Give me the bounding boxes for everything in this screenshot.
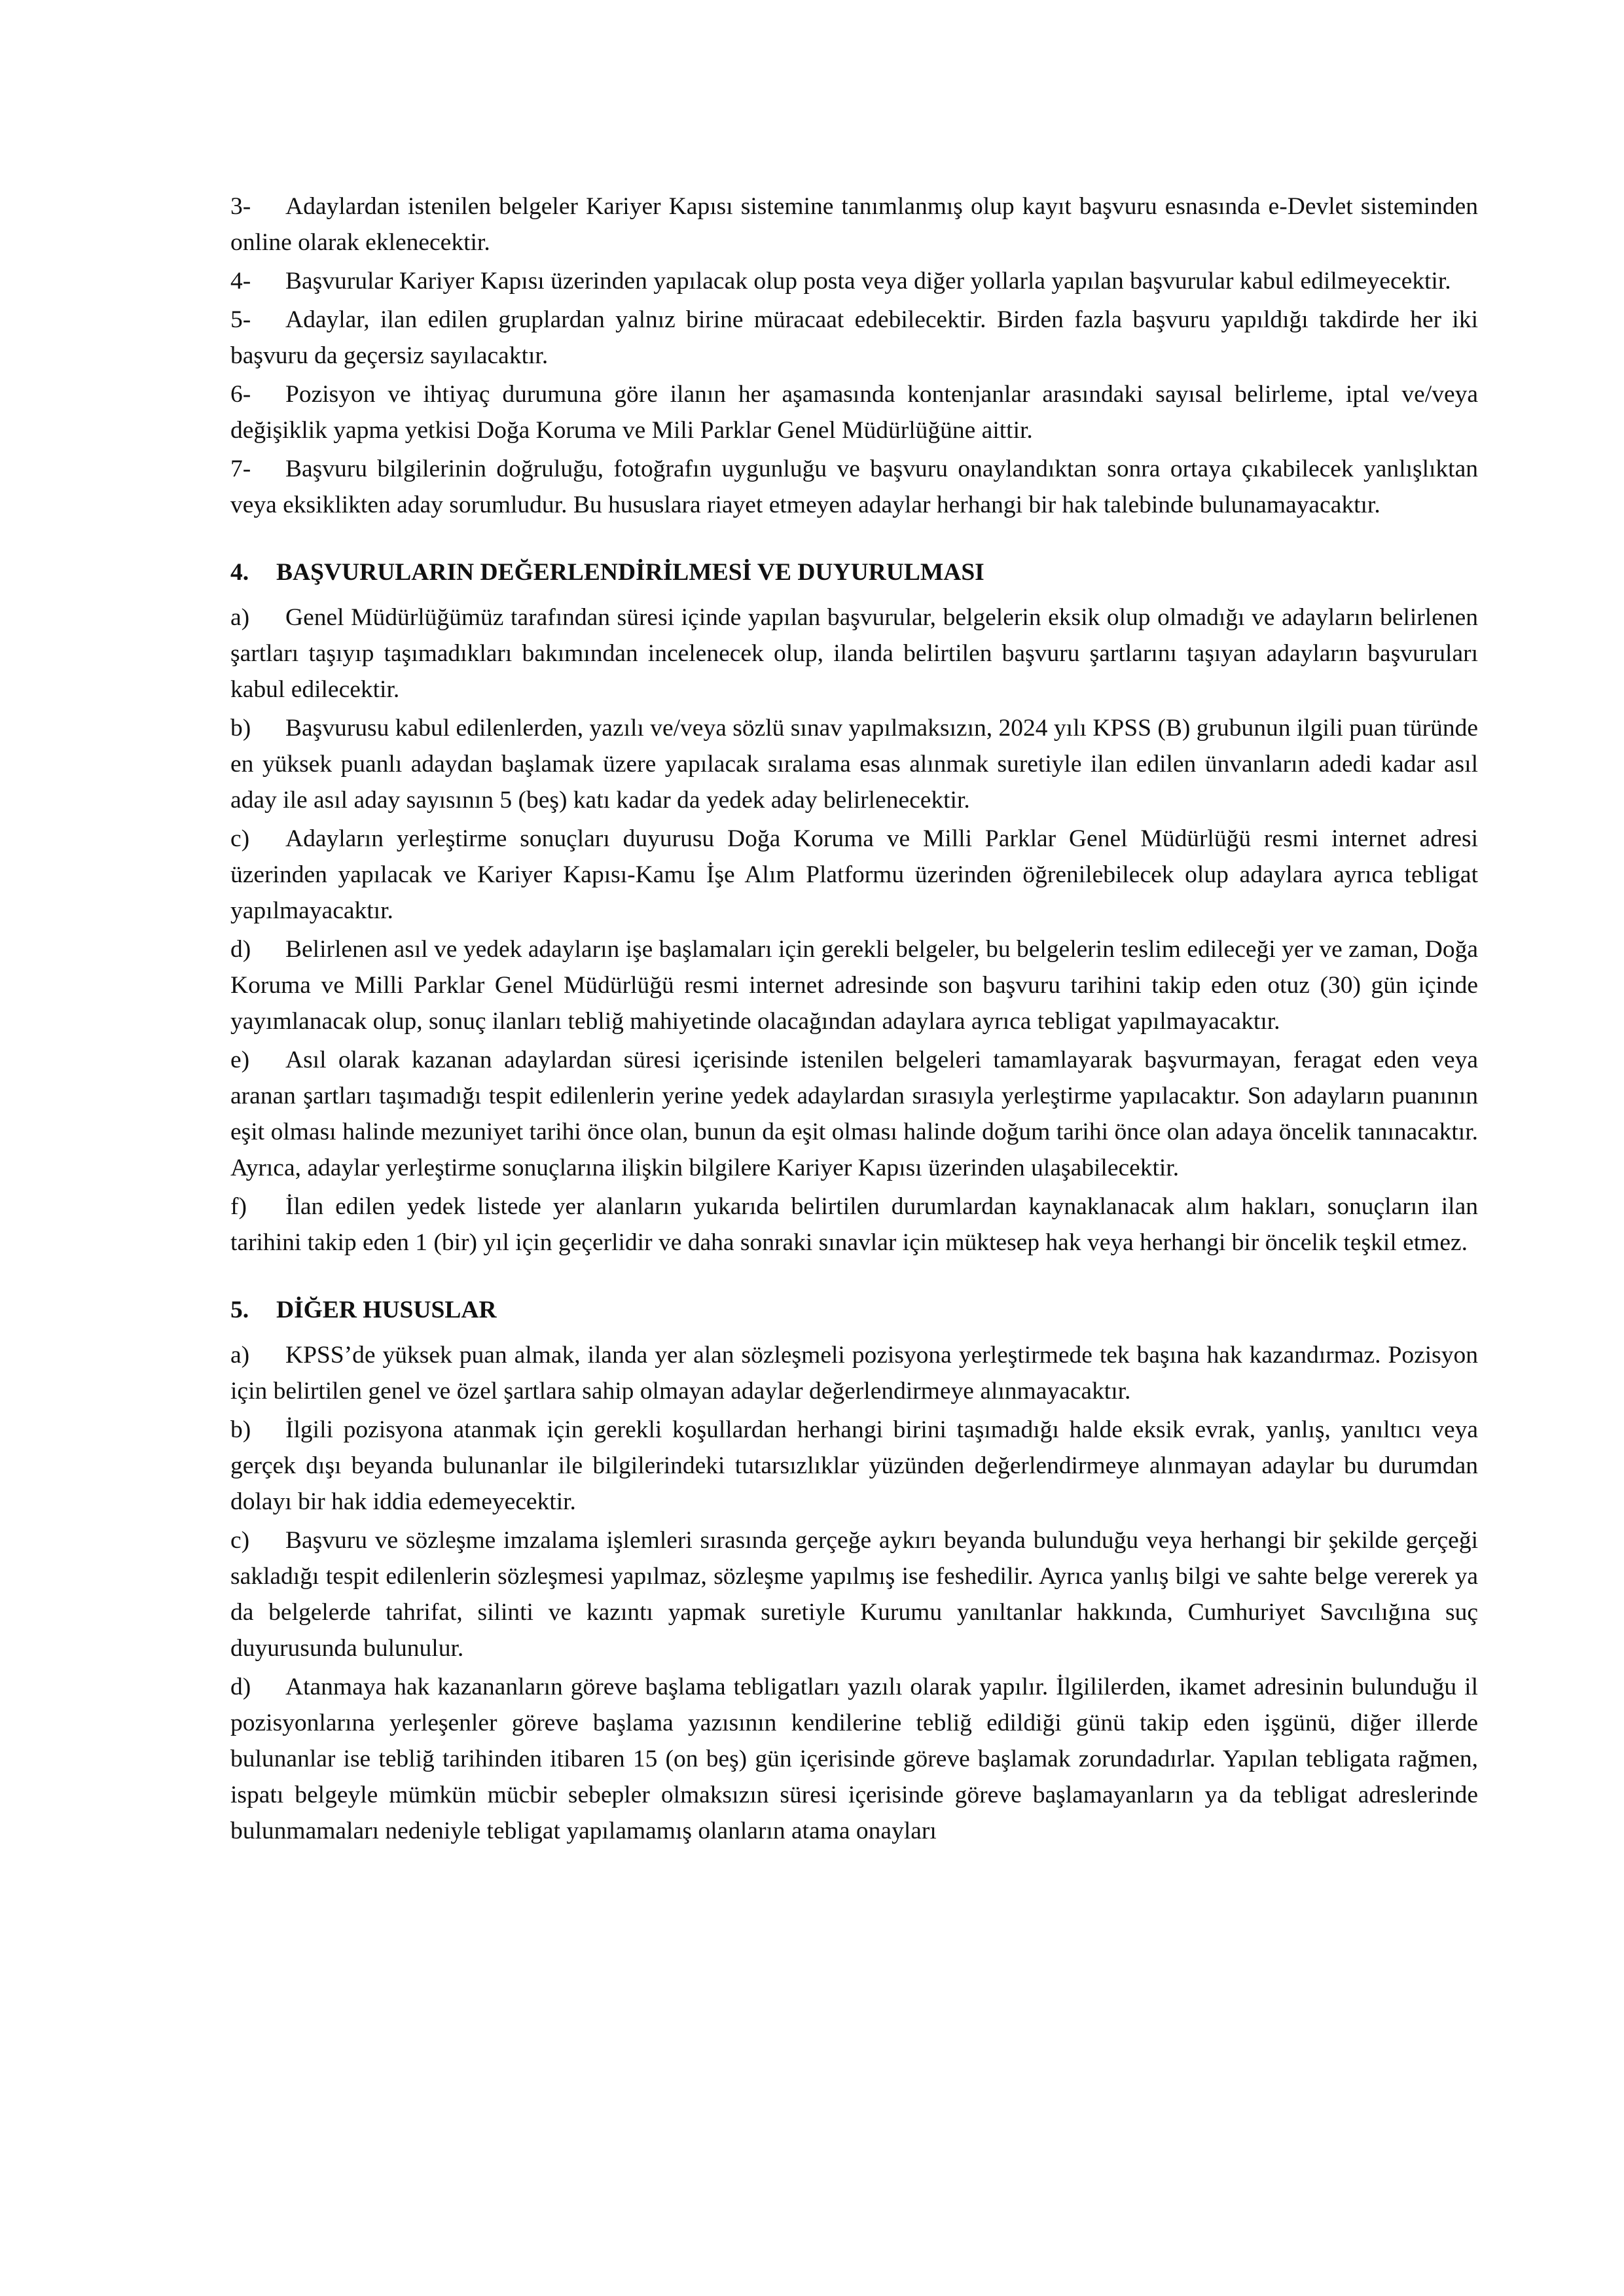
- item-number: 3-: [230, 193, 251, 220]
- item-text: Başvuru bilgilerinin doğruluğu, fotoğrafın uygunluğu ve başvuru onaylandıktan sonra ortaya çıkabilecek yanlışlıktan veya eksiklikten aday sorumludur. Bu hususlara riayet etmeyen adaylar herhangi bir hak talebinde bulunamayacaktır.: [230, 456, 1478, 518]
- item-text: Başvurusu kabul edilenlerden, yazılı ve/veya sözlü sınav yapılmaksızın, 2024 yılı KPSS (B) grubunun ilgili puan türünde en yüksek puanlı adaydan başlamak üzere yapılacak sıralama esas alınmak suretiyle ilan edilen ünvanların adedi kadar asıl aday ile asıl aday sayısının 5 (beş) katı kadar da yedek aday belirlenecektir.: [230, 715, 1478, 814]
- item-number: d): [230, 1674, 251, 1700]
- item-number: c): [230, 825, 250, 852]
- list-item: [230, 1412, 1478, 1520]
- item-number: a): [230, 1342, 250, 1369]
- item-number: b): [230, 1416, 251, 1443]
- list-item: [230, 1189, 1478, 1261]
- section-heading: [230, 1292, 1478, 1328]
- item-text: Asıl olarak kazanan adaylardan süresi içerisinde istenilen belgeleri tamamlayarak başvurmayan, feragat eden veya aranan şartları taşımadığı tespit edilenlerin yerine yedek adaylardan sırasıyla yerleştirme yapılacaktır. Son adayların puanının eşit olması halinde mezuniyet tarihi önce olan, bunun da eşit olması halinde doğum tarihi önce olan adaya öncelik tanınacaktır. Ayrıca, adaylar yerleştirme sonuçlarına ilişkin bilgilere Kariyer Kapısı üzerinden ulaşabilecektir.: [230, 1047, 1478, 1181]
- item-text: Belirlenen asıl ve yedek adayların işe başlamaları için gerekli belgeler, bu belgelerin teslim edileceği yer ve zaman, Doğa Koruma ve Milli Parklar Genel Müdürlüğü resmi internet adresinde son başvuru tarihini takip eden otuz (30) gün içinde yayımlanacak olup, sonuç ilanları tebliğ mahiyetinde olacağından adaylara ayrıca tebligat yapılmayacaktır.: [230, 936, 1478, 1035]
- list-item: [230, 1669, 1478, 1849]
- section-3-list: [230, 188, 1478, 523]
- section-5: [230, 1292, 1478, 1849]
- list-item: [230, 931, 1478, 1039]
- list-item: [230, 710, 1478, 818]
- item-number: 5-: [230, 306, 251, 333]
- section-title: DİĞER HUSUSLAR: [276, 1297, 497, 1323]
- section-number: 5.: [230, 1297, 249, 1323]
- item-text: Adaylar, ilan edilen gruplardan yalnız birine müracaat edebilecektir. Birden fazla başvuru yapıldığı takdirde her iki başvuru da geçersiz sayılacaktır.: [230, 306, 1478, 369]
- section-number: 4.: [230, 559, 249, 586]
- item-text: Başvurular Kariyer Kapısı üzerinden yapılacak olup posta veya diğer yollarla yapılan başvurular kabul edilmeyecektir.: [285, 268, 1451, 295]
- list-item: [230, 1522, 1478, 1666]
- item-text: Atanmaya hak kazananların göreve başlama tebligatları yazılı olarak yapılır. İlgililerden, ikamet adresinin bulunduğu il pozisyonlarına yerleşenler göreve başlama yazısının kendilerine tebliğ edildiği günü takip eden işgünü, diğer illerde bulunanlar ise tebliğ tarihinden itibaren 15 (on beş) gün içerisinde göreve başlamak zorundadırlar. Yapılan tebligata rağmen, ispatı belgeyle mümkün mücbir sebepler olmaksızın süresi içerisinde göreve başlamayanların ya da tebligat adreslerinde bulunmamaları nedeniyle tebligat yapılamamış olanların atama onayları: [230, 1674, 1478, 1844]
- item-number: b): [230, 715, 251, 742]
- item-number: 4-: [230, 268, 251, 295]
- item-text: Pozisyon ve ihtiyaç durumuna göre ilanın her aşamasında kontenjanlar arasındaki sayısal belirleme, iptal ve/veya değişiklik yapma yetkisi Doğa Koruma ve Mili Parklar Genel Müdürlüğüne aittir.: [230, 381, 1478, 444]
- item-text: Genel Müdürlüğümüz tarafından süresi içinde yapılan başvurular, belgelerin eksik olup olmadığı ve adayların belirlenen şartları taşıyıp taşımadıkları bakımından incelenecek olup, ilanda belirtilen başvuru şartlarını taşıyan adayların başvuruları kabul edilecektir.: [230, 604, 1478, 703]
- item-number: f): [230, 1193, 247, 1220]
- document-page: [230, 188, 1478, 1852]
- item-number: e): [230, 1047, 250, 1073]
- list-item: [230, 1337, 1478, 1409]
- item-number: a): [230, 604, 250, 631]
- item-number: d): [230, 936, 251, 963]
- item-text: İlan edilen yedek listede yer alanların yukarıda belirtilen durumlardan kaynaklanacak alım hakları, sonuçların ilan tarihini takip eden 1 (bir) yıl için geçerlidir ve daha sonraki sınavlar için müktesep hak veya herhangi bir öncelik teşkil etmez.: [230, 1193, 1478, 1256]
- list-item: [230, 821, 1478, 929]
- list-item: [230, 600, 1478, 708]
- item-text: KPSS’de yüksek puan almak, ilanda yer alan sözleşmeli pozisyona yerleştirmede tek başına hak kazandırmaz. Pozisyon için belirtilen genel ve özel şartlara sahip olmayan adaylar değerlendirmeye alınmayacaktır.: [230, 1342, 1478, 1405]
- list-item: [230, 263, 1478, 299]
- list-item: [230, 1042, 1478, 1186]
- list-item: [230, 302, 1478, 374]
- section-4: [230, 554, 1478, 1261]
- list-item: [230, 376, 1478, 448]
- list-item: [230, 188, 1478, 260]
- section-title: BAŞVURULARIN DEĞERLENDİRİLMESİ VE DUYURULMASI: [276, 559, 984, 586]
- item-text: Başvuru ve sözleşme imzalama işlemleri sırasında gerçeğe aykırı beyanda bulunduğu veya herhangi bir şekilde gerçeği sakladığı tespit edilenlerin sözleşmesi yapılmaz, sözleşme yapılmış ise feshedilir. Ayrıca yanlış bilgi ve sahte belge vererek ya da belgelerde tahrifat, silinti ve kazıntı yapmak suretiyle Kurumu yanıltanlar hakkında, Cumhuriyet Savcılığına suç duyurusunda bulunulur.: [230, 1527, 1478, 1662]
- item-number: 6-: [230, 381, 251, 408]
- item-number: c): [230, 1527, 250, 1554]
- list-item: [230, 451, 1478, 523]
- item-text: İlgili pozisyona atanmak için gerekli koşullardan herhangi birini taşımadığı halde eksik evrak, yanlış, yanıltıcı veya gerçek dışı beyanda bulunanlar ile bilgilerindeki tutarsızlıklar yüzünden değerlendirmeye alınmayan adaylar bu durumdan dolayı bir hak iddia edemeyecektir.: [230, 1416, 1478, 1515]
- item-text: Adaylardan istenilen belgeler Kariyer Kapısı sistemine tanımlanmış olup kayıt başvuru esnasında e-Devlet sisteminden online olarak eklenecektir.: [230, 193, 1478, 256]
- item-number: 7-: [230, 456, 251, 482]
- section-heading: [230, 554, 1478, 590]
- item-text: Adayların yerleştirme sonuçları duyurusu Doğa Koruma ve Milli Parklar Genel Müdürlüğü resmi internet adresi üzerinden yapılacak ve Kariyer Kapısı-Kamu İşe Alım Platformu üzerinden öğrenilebilecek olup adaylara ayrıca tebligat yapılmayacaktır.: [230, 825, 1478, 924]
